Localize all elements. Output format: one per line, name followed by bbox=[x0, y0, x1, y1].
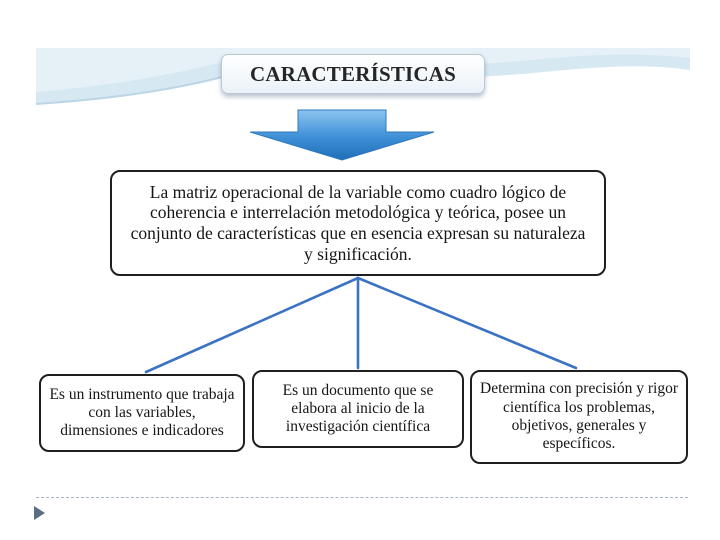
connector-left bbox=[146, 278, 358, 372]
triangle-right-icon bbox=[34, 506, 45, 520]
diagram-panel bbox=[36, 48, 690, 466]
connector-right bbox=[358, 278, 576, 368]
characteristic-box-3 bbox=[470, 370, 688, 464]
characteristic-box-2 bbox=[252, 370, 464, 448]
slide-footer bbox=[36, 497, 688, 499]
title-text: CARACTERÍSTICAS bbox=[249, 61, 457, 86]
main-description-text: La matriz operacional de la variable como cuadro lógico de coherencia e interrelación metodológica y teórica, posee un conjunto de características que en esencia expresan su naturaleza y significación. bbox=[130, 181, 586, 264]
characteristic-box-1 bbox=[39, 374, 245, 452]
characteristic-text-2: Es un documento que se elabora al inicio de la investigación científica bbox=[282, 381, 434, 436]
characteristic-text-1: Es un instrumento que trabaja con las variables, dimensiones e indicadores bbox=[49, 385, 235, 440]
down-arrow-icon bbox=[250, 110, 434, 160]
footer-divider bbox=[36, 497, 688, 498]
main-description-box bbox=[110, 170, 606, 276]
characteristic-text-3: Determina con precisión y rigor científica los problemas, objetivos, generales y específicos. bbox=[480, 380, 678, 453]
